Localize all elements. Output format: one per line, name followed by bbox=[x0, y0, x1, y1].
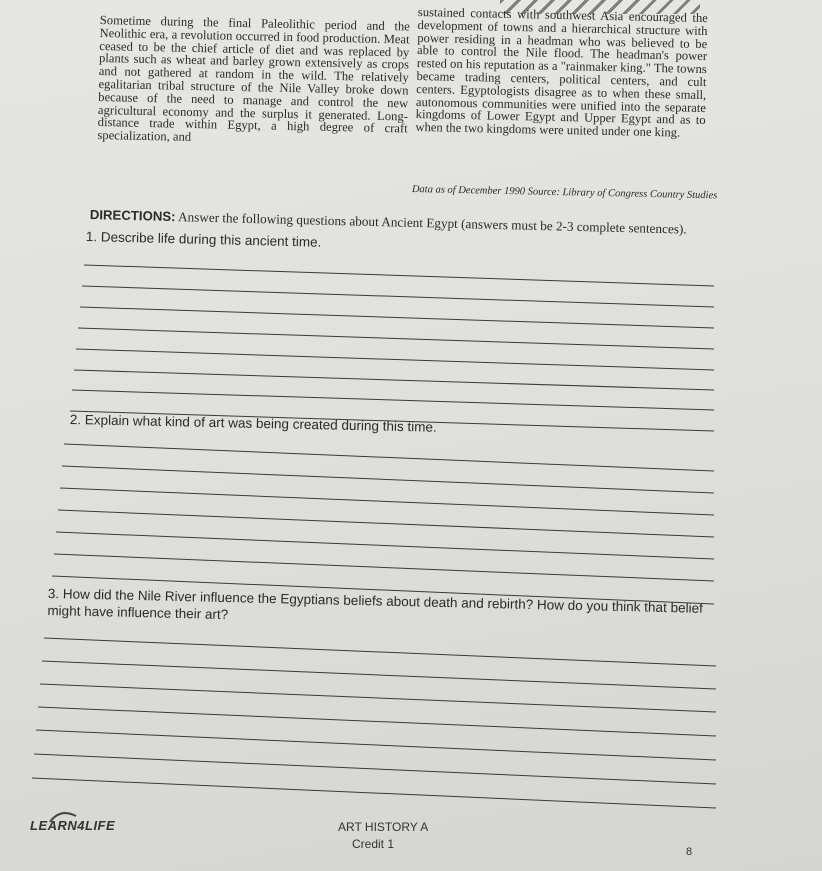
answer-line-q1-3[interactable] bbox=[80, 307, 714, 328]
learn4life-logo: LEARN4LIFE bbox=[30, 818, 116, 833]
answer-line-q1-4[interactable] bbox=[78, 328, 714, 349]
reading-right-column: sustained contacts with southwest Asia encouraged the development of towns and a hierarchical structure with power residing in a headman who was believed to be able to control the Nile flood. The headman's power rested on his reputation as a "rainmaker king." The towns became trading centers, political centers, and cult centers. Egyptologists disagree as to when these small, autonomous communities were unified into the separate kingdoms of Lower Egypt and Upper Egypt and as to when the two kingdoms were united under one king. bbox=[415, 5, 708, 140]
question-text: How did the Nile River influence the Egyptians beliefs about death and rebirth? How do you think that belief might have influence their art? bbox=[47, 586, 703, 623]
answer-line-q3-5[interactable] bbox=[36, 730, 716, 760]
course-credit: Credit 1 bbox=[352, 837, 395, 851]
directions-text: Answer the following questions about Ancient Egypt (answers must be 2-3 complete sentences). bbox=[175, 209, 687, 237]
answer-line-q1-6[interactable] bbox=[74, 370, 714, 390]
answer-line-q1-5[interactable] bbox=[76, 349, 714, 370]
answer-line-q2-6[interactable] bbox=[54, 554, 714, 581]
page-number: 8 bbox=[686, 846, 693, 858]
answer-line-q2-5[interactable] bbox=[56, 532, 714, 559]
answer-line-q2-3[interactable] bbox=[60, 488, 714, 515]
answer-line-q2-2[interactable] bbox=[62, 466, 714, 493]
question-number: 3. bbox=[47, 585, 60, 602]
reading-left-column: Sometime during the final Paleolithic period and the Neolithic era, a revolution occurred in food production. Meat ceased to be the chief article of diet and was replaced by plants such as wheat and barley grown extensively as crops and not gathered at random in the wild. The relatively egalitarian tribal structure of the Nile Valley broke down because of the need to manage and control the new agricultural economy and the surplus it generated. Long-distance trade within Egypt, a high degree of craft specialization, and bbox=[97, 13, 410, 145]
answer-line-q2-4[interactable] bbox=[58, 510, 714, 537]
answer-line-q2-1[interactable] bbox=[64, 444, 714, 471]
answer-line-q3-3[interactable] bbox=[40, 684, 716, 712]
answer-line-q3-6[interactable] bbox=[34, 754, 716, 784]
answer-line-q1-7[interactable] bbox=[72, 390, 714, 410]
answer-line-q3-7[interactable] bbox=[32, 778, 716, 808]
question-number: 1. bbox=[85, 229, 98, 245]
answer-line-q1-2[interactable] bbox=[82, 286, 714, 307]
answer-line-q2-7[interactable] bbox=[52, 576, 714, 604]
source-citation: Data as of December 1990 Source: Library of Congress Country Studies bbox=[411, 184, 718, 202]
course-title: ART HISTORY A bbox=[338, 820, 429, 834]
question-text: Explain what kind of art was being created during this time. bbox=[84, 412, 437, 435]
answer-line-q1-1[interactable] bbox=[84, 265, 714, 286]
question-text: Describe life during this ancient time. bbox=[100, 229, 322, 250]
answer-line-q3-1[interactable] bbox=[44, 638, 716, 666]
directions-label: DIRECTIONS: bbox=[89, 207, 176, 225]
question-number: 2. bbox=[69, 412, 82, 428]
answer-line-q1-8[interactable] bbox=[70, 411, 714, 431]
answer-line-q3-4[interactable] bbox=[38, 707, 716, 736]
answer-line-q3-2[interactable] bbox=[42, 661, 716, 689]
